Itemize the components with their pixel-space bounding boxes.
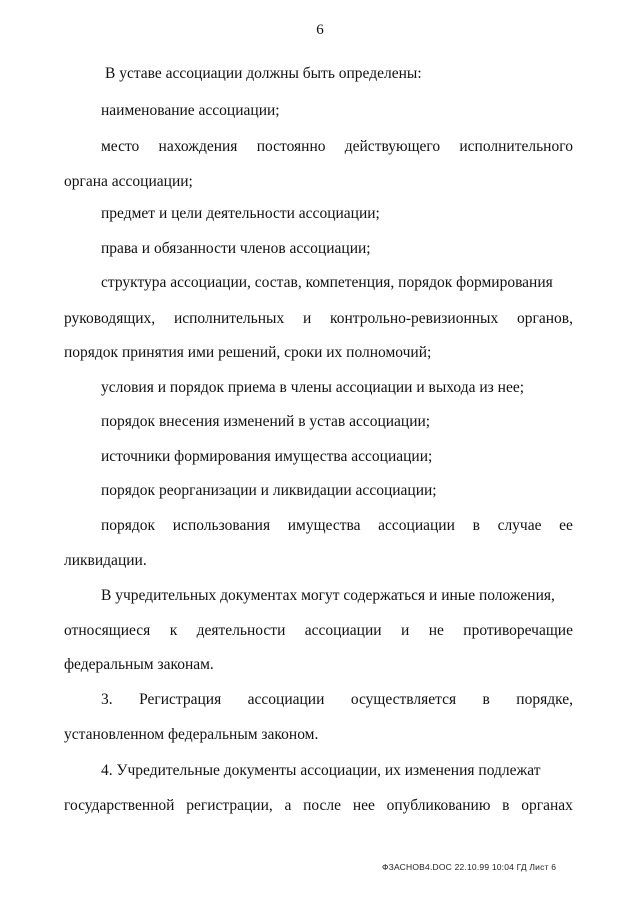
text-line-justified (101, 137, 573, 157)
word: противоречащие (463, 622, 573, 639)
word: в (472, 517, 480, 534)
word: контрольно-ревизионных (330, 310, 499, 327)
word: исполнительного (459, 138, 573, 155)
word: использования (172, 517, 271, 534)
word: Регистрация (139, 691, 222, 708)
text-line: структура ассоциации, состав, компетенция, порядок формирования (101, 274, 553, 291)
word: после (303, 797, 342, 814)
word: исполнительных (173, 310, 285, 327)
text-line: условия и порядок приема в члены ассоциации и выхода из нее; (101, 379, 525, 396)
word: место (101, 138, 140, 155)
text-line: предмет и цели деятельности ассоциации; (101, 205, 380, 222)
text-line-justified (64, 309, 573, 329)
word: органах (521, 797, 573, 814)
word: в (502, 797, 510, 814)
text-line-justified (101, 516, 573, 536)
word: ассоциации (247, 691, 325, 708)
text-line: ликвидации. (64, 552, 147, 569)
word: относящиеся (64, 622, 151, 639)
word: государственной (64, 797, 175, 814)
word: руководящих, (64, 310, 156, 327)
word: порядок (101, 517, 156, 534)
word: регистрации, (186, 797, 273, 814)
word: нее (352, 797, 375, 814)
text-line-justified (64, 621, 573, 641)
word: в (482, 691, 490, 708)
word: порядке, (516, 691, 573, 708)
word: нахождения (158, 138, 238, 155)
document-footer: ФЗАСНОВ4.DOC 22.10.99 10:04 ГД Лист 6 (382, 862, 557, 872)
text-line: источники формирования имущества ассоциации; (101, 448, 433, 465)
text-line: наименование ассоциации; (101, 102, 280, 119)
word: действующего (344, 138, 441, 155)
text-line-justified (64, 796, 573, 816)
text-line-justified (101, 690, 573, 710)
word: не (428, 622, 444, 639)
word: органов, (516, 310, 573, 327)
text-line: В учредительных документах могут содержаться и иные положения, (101, 587, 555, 604)
text-line: установленном федеральным законом. (64, 726, 319, 743)
word: ее (559, 517, 573, 534)
text-line: 4. Учредительные документы ассоциации, их изменения подлежат (101, 762, 541, 779)
word: деятельности (196, 622, 286, 639)
text-line: органа ассоциации; (64, 173, 193, 190)
text-line: права и обязанности членов ассоциации; (101, 240, 371, 257)
word: к (169, 622, 178, 639)
word: и (302, 310, 312, 327)
text-line: порядок реорганизации и ликвидации ассоциации; (101, 482, 437, 499)
word: постоянно (256, 138, 326, 155)
text-line: порядок принятия ими решений, сроки их полномочий; (64, 344, 432, 361)
text-line: порядок внесения изменений в устав ассоциации; (101, 413, 431, 430)
word: имущества (287, 517, 361, 534)
word: опубликованию (386, 797, 491, 814)
word: 3. (101, 691, 113, 708)
word: ассоциации (304, 622, 382, 639)
word: а (284, 797, 292, 814)
text-line: федеральным законам. (64, 656, 214, 673)
word: и (400, 622, 410, 639)
word: осуществляется (350, 691, 457, 708)
word: случае (497, 517, 542, 534)
word: ассоциации (378, 517, 455, 534)
text-line: В уставе ассоциации должны быть определены: (105, 65, 422, 82)
page-number: 6 (316, 22, 324, 38)
